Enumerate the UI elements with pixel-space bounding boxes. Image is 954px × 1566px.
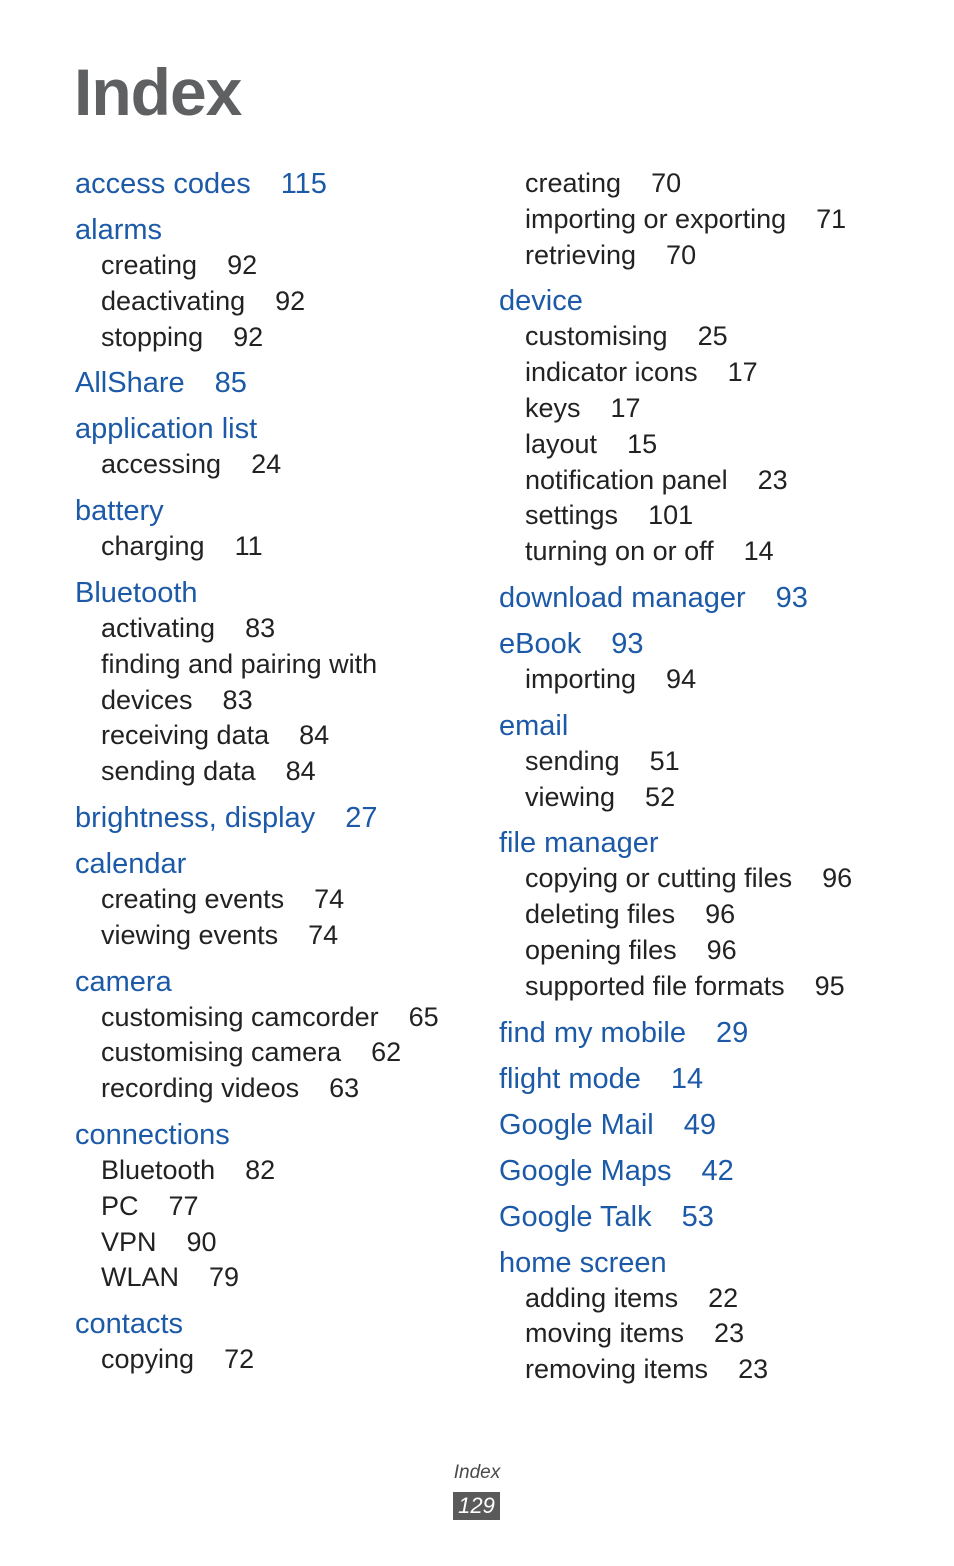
index-subentry[interactable] <box>75 754 475 790</box>
index-subentry[interactable] <box>499 1281 939 1317</box>
index-column-right <box>499 166 939 1388</box>
entry-page-number[interactable]: 70 <box>666 239 697 270</box>
entry-label: copying <box>101 1344 195 1375</box>
index-subentry[interactable] <box>75 529 475 565</box>
entry-page-number[interactable]: 74 <box>314 883 345 914</box>
entry-label: copying or cutting files <box>525 863 793 894</box>
entry-page-number[interactable]: 83 <box>222 684 253 715</box>
entry-page-number[interactable]: 53 <box>681 1200 714 1233</box>
index-subentry[interactable] <box>499 1316 939 1352</box>
entry-page-number[interactable]: 25 <box>697 321 728 352</box>
entry-label: activating <box>101 612 216 643</box>
entry-page-number[interactable]: 92 <box>233 321 264 352</box>
entry-label: deactivating <box>101 285 246 316</box>
entry-page-number[interactable]: 29 <box>715 1016 749 1049</box>
entry-label: Bluetooth <box>75 576 198 609</box>
entry-label: brightness, display <box>75 801 316 834</box>
index-subentry[interactable] <box>75 1225 475 1261</box>
index-subentry[interactable] <box>75 447 475 483</box>
entry-page-number[interactable]: 24 <box>251 449 282 480</box>
entry-label: customising camera <box>101 1037 342 1068</box>
entry-label: devices <box>101 684 193 715</box>
entry-label: recording videos <box>101 1073 300 1104</box>
entry-label: charging <box>101 531 205 562</box>
index-entry[interactable] <box>499 1245 939 1281</box>
footer-page-number: 129 <box>453 1492 500 1520</box>
entry-page-number[interactable]: 52 <box>645 781 676 812</box>
index-entry[interactable] <box>499 580 939 616</box>
entry-label: alarms <box>75 214 163 246</box>
index-subentry[interactable] <box>499 355 939 391</box>
entry-page-number[interactable]: 17 <box>727 357 758 388</box>
index-entry[interactable] <box>75 493 475 529</box>
entry-label: file manager <box>499 827 659 860</box>
entry-label: adding items <box>525 1282 679 1313</box>
entry-label: stopping <box>101 321 204 352</box>
entry-label: calendar <box>75 847 187 880</box>
entry-label: WLAN <box>101 1262 180 1293</box>
index-entry[interactable] <box>499 1107 939 1143</box>
entry-page-number[interactable]: 101 <box>648 500 694 531</box>
entry-label: removing items <box>525 1354 709 1385</box>
entry-label: Google Maps <box>499 1154 672 1187</box>
entry-page-number[interactable]: 17 <box>610 392 641 423</box>
entry-label: VPN <box>101 1226 157 1257</box>
index-subentry[interactable] <box>499 319 939 355</box>
entry-label: indicator icons <box>525 357 698 388</box>
index-subentry[interactable] <box>499 780 939 816</box>
entry-label: device <box>499 285 583 318</box>
index-subentry[interactable] <box>499 238 939 274</box>
entry-page-number[interactable]: 23 <box>738 1354 769 1385</box>
index-subentry[interactable] <box>75 1260 475 1296</box>
index-entry[interactable] <box>499 1153 939 1189</box>
entry-page-number[interactable]: 96 <box>705 899 736 930</box>
index-subentry[interactable] <box>75 320 475 356</box>
index-subentry[interactable] <box>499 202 939 238</box>
index-subentry[interactable] <box>499 463 939 499</box>
entry-page-number[interactable]: 62 <box>371 1037 402 1068</box>
index-entry[interactable] <box>499 283 939 319</box>
entry-page-number[interactable]: 63 <box>329 1073 360 1104</box>
entry-label: customising <box>525 321 668 352</box>
index-subentry[interactable] <box>75 647 475 683</box>
index-subentry[interactable] <box>499 166 939 202</box>
entry-label: sending <box>525 745 620 776</box>
entry-page-number[interactable]: 70 <box>651 168 682 198</box>
entry-label: download manager <box>499 581 746 614</box>
entry-page-number[interactable]: 96 <box>822 863 853 894</box>
entry-label: viewing <box>525 781 616 812</box>
entry-label: home screen <box>499 1246 667 1279</box>
entry-page-number[interactable]: 27 <box>345 801 378 834</box>
index-subentry[interactable] <box>499 1352 939 1388</box>
index-entry[interactable] <box>75 964 475 1000</box>
entry-label: Google Talk <box>499 1200 652 1233</box>
entry-label: battery <box>75 495 164 528</box>
index-subentry[interactable] <box>75 611 475 647</box>
entry-label: receiving data <box>101 720 270 751</box>
index-entry[interactable] <box>499 708 939 744</box>
entry-label: creating <box>525 168 622 198</box>
index-entry[interactable] <box>499 1015 939 1051</box>
entry-label: layout <box>525 428 598 459</box>
entry-page-number[interactable]: 82 <box>245 1154 276 1185</box>
entry-page-number[interactable]: 94 <box>666 663 697 694</box>
index-subentry[interactable] <box>499 391 939 427</box>
entry-page-number[interactable]: 15 <box>627 428 658 459</box>
index-entry[interactable] <box>75 800 475 836</box>
entry-label: retrieving <box>525 239 637 270</box>
entry-page-number[interactable]: 92 <box>227 250 258 280</box>
index-entry[interactable] <box>75 365 475 401</box>
index-subentry[interactable] <box>499 662 939 698</box>
entry-label: creating <box>101 250 198 280</box>
entry-page-number[interactable]: 71 <box>816 203 847 234</box>
entry-page-number[interactable]: 95 <box>814 970 845 1001</box>
index-subentry[interactable] <box>75 882 475 918</box>
entry-page-number[interactable]: 72 <box>224 1344 255 1375</box>
entry-label: creating events <box>101 883 285 914</box>
entry-label: Google Mail <box>499 1108 654 1141</box>
entry-label: settings <box>525 500 619 531</box>
entry-page-number[interactable]: 51 <box>649 745 680 776</box>
entry-page-number[interactable]: 79 <box>209 1262 240 1293</box>
entry-label: accessing <box>101 449 222 480</box>
entry-label: camera <box>75 965 172 998</box>
entry-label: turning on or off <box>525 536 714 567</box>
index-subentry[interactable] <box>75 918 475 954</box>
entry-page-number[interactable]: 49 <box>683 1108 717 1141</box>
index-subentry[interactable] <box>499 498 939 534</box>
entry-page-number[interactable]: 23 <box>757 464 788 495</box>
entry-label: email <box>499 709 569 742</box>
index-subentry[interactable] <box>499 933 939 969</box>
entry-label: importing <box>525 663 637 694</box>
index-subentry[interactable] <box>75 1153 475 1189</box>
entry-page-number[interactable]: 11 <box>234 531 263 562</box>
entry-label: notification panel <box>525 464 728 495</box>
entry-page-number[interactable]: 77 <box>168 1190 199 1221</box>
entry-label: viewing events <box>101 919 279 950</box>
entry-page-number[interactable]: 23 <box>714 1318 745 1349</box>
entry-label: PC <box>101 1190 139 1221</box>
entry-page-number[interactable]: 85 <box>214 367 247 400</box>
entry-label: deleting files <box>525 899 676 930</box>
entry-page-number[interactable]: 22 <box>708 1282 739 1313</box>
index-entry[interactable] <box>75 411 475 447</box>
entry-label: moving items <box>525 1318 685 1349</box>
index-subentry[interactable] <box>75 683 475 719</box>
index-subentry[interactable] <box>75 248 475 284</box>
index-entry[interactable] <box>75 1306 475 1342</box>
entry-label: find my mobile <box>499 1016 686 1049</box>
entry-page-number[interactable]: 93 <box>611 627 644 660</box>
index-subentry[interactable] <box>499 897 939 933</box>
index-column-left <box>75 166 475 1378</box>
entry-page-number[interactable]: 92 <box>275 285 306 316</box>
index-subentry[interactable] <box>499 861 939 897</box>
index-subentry[interactable] <box>75 1342 475 1378</box>
index-entry[interactable] <box>75 846 475 882</box>
entry-label: eBook <box>499 627 582 660</box>
entry-label: AllShare <box>75 367 185 400</box>
entry-label: importing or exporting <box>525 203 787 234</box>
index-entry[interactable] <box>499 825 939 861</box>
entry-page-number[interactable]: 42 <box>701 1154 734 1187</box>
index-subentry[interactable] <box>499 534 939 570</box>
index-entry[interactable] <box>499 626 939 662</box>
page-title: Index <box>74 55 242 129</box>
entry-label: application list <box>75 413 258 446</box>
entry-page-number[interactable]: 115 <box>280 168 327 200</box>
index-subentry[interactable] <box>75 1035 475 1071</box>
index-subentry[interactable] <box>499 744 939 780</box>
entry-label: access codes <box>75 168 251 200</box>
index-entry[interactable] <box>75 1117 475 1153</box>
entry-label: opening files <box>525 934 677 965</box>
entry-label: customising camcorder <box>101 1001 379 1032</box>
index-subentry[interactable] <box>499 969 939 1005</box>
entry-label: finding and pairing with <box>101 648 378 679</box>
entry-label: contacts <box>75 1308 183 1341</box>
entry-label: sending data <box>101 756 256 787</box>
entry-label: connections <box>75 1118 230 1151</box>
index-subentry[interactable] <box>75 1189 475 1225</box>
entry-label: supported file formats <box>525 970 785 1001</box>
footer-section-label: Index <box>453 1462 501 1483</box>
entry-page-number[interactable]: 96 <box>706 934 737 965</box>
entry-label: keys <box>525 392 581 423</box>
entry-page-number[interactable]: 93 <box>775 581 808 614</box>
entry-page-number[interactable]: 74 <box>308 919 339 950</box>
index-entry[interactable] <box>499 1199 939 1235</box>
entry-page-number[interactable]: 90 <box>186 1226 217 1257</box>
index-subentry[interactable] <box>75 718 475 754</box>
index-entry[interactable] <box>75 166 475 202</box>
index-entry[interactable] <box>75 575 475 611</box>
entry-page-number[interactable]: 84 <box>299 720 330 751</box>
index-subentry[interactable] <box>499 427 939 463</box>
index-entry[interactable] <box>75 212 475 248</box>
entry-page-number[interactable]: 14 <box>743 536 774 567</box>
index-subentry[interactable] <box>75 284 475 320</box>
index-entry[interactable] <box>499 1061 939 1097</box>
entry-page-number[interactable]: 14 <box>670 1062 704 1095</box>
entry-page-number[interactable]: 84 <box>285 756 316 787</box>
entry-label: Bluetooth <box>101 1154 216 1185</box>
entry-label: flight mode <box>499 1062 641 1095</box>
entry-page-number[interactable]: 65 <box>408 1001 439 1032</box>
entry-page-number[interactable]: 83 <box>245 612 276 643</box>
index-subentry[interactable] <box>75 1071 475 1107</box>
index-subentry[interactable] <box>75 1000 475 1036</box>
